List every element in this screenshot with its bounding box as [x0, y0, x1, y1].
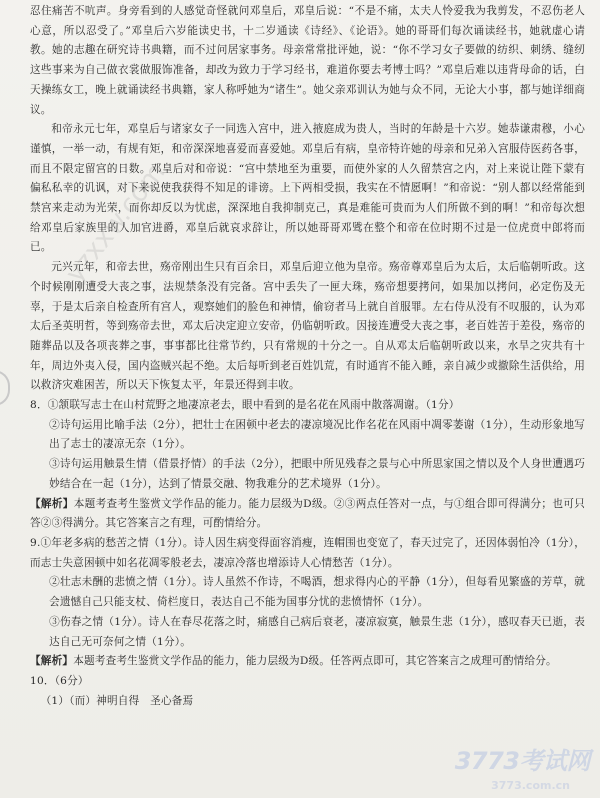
- analysis-text: 本题考查考生鉴赏文学作品的能力。能力层级为D级。②③两点任答对一点，与①组合即可得满分；也可只答②③得满分。其它答案言之有理，可酌情给分。: [30, 497, 586, 530]
- paragraph-6: [30, 495, 585, 534]
- site-logo-url: 3773.com.cn: [491, 779, 570, 792]
- paragraph-7: 9.①年老多病的愁苦之情（1分）。诗人因生病变得面容消瘦，连帽围也变宽了，春天过完了，还因体弱怕冷（1分），而志士失意困顿中如名花凋零般老去，凄凉冷落也增添诗人心情愁苦（1分）。: [30, 536, 585, 569]
- analysis-label: 【解析】: [30, 655, 74, 668]
- document-body: [30, 2, 585, 711]
- analysis-text: 本题考查考生鉴赏文学作品的能力，能力层级为D级。任答两点即可，其它答案言之成理可酌情给分。: [73, 655, 557, 668]
- page-edge-tab: [0, 370, 10, 406]
- paragraph-12: （1）（而）神明自得 圣心备焉: [40, 694, 194, 707]
- paragraph-3: 8．①颔联写志士在山村荒野之地凄凉老去，眼中看到的是名花在风雨中散落凋谢。（1分）: [30, 399, 460, 412]
- paragraph-11: 10．（6分）: [30, 674, 89, 687]
- paragraph-1: 和帝永元七年，邓皇后与诸家女子一同选入宫中，进入掖庭成为贵人，当时的年龄是十六岁。她恭谦肃穆，小心谨慎，一举一动，有规有矩，和帝深深地喜爱而喜爱她。邓皇后有病，皇帝特许她的母亲和兄弟入宫服侍医药各事，而且不限定留宫的日数。邓皇后对和帝说：“宫中禁地至为重要，而使外家的人久留禁宫之内，对上来说让陛下蒙有偏私私幸的讥讽，对下来说使我获得不知足的诽谤。上下两相受损，我实在不情愿啊！”和帝说：“别人都以经常能到禁宫来走动为光荣，而你却反以为忧虑，深深地自我抑制克己，真是难能可贵而为人们所做不到的啊！”和帝每次想给邓皇后家族里的人加官进爵，邓皇后就哀求辞让，所以她哥哥邓骘在整个和帝在位时期不过是一位虎贲中郎将而已。: [30, 123, 585, 254]
- paragraph-10: [30, 652, 585, 672]
- paragraph-8: ②壮志未酬的悲愤之情（1分）。诗人虽然不作诗，不喝酒，想求得内心的平静（1分），但每看见繁盛的芳草，就会遗憾自己只能支杖、倚栏度日，表达自己不能为国事分忧的悲愤情怀（1分）。: [49, 576, 585, 609]
- paragraph-4: ②诗句运用比喻手法（2分），把壮士在困顿中老去的凄凉境况比作名花在风雨中凋零萎谢（1分），生动形象地写出了志士的凄凉无奈（1分）。: [49, 418, 585, 451]
- paragraph-9: ③伤春之情（1分）。诗人在春尽花落之时，痛感自己病后衰老，凄凉寂寞，触景生悲（1分），感叹春天已逝，表达自己无可奈何之情（1分）。: [49, 615, 585, 648]
- paragraph-2: 元兴元年，和帝去世，殇帝刚出生只有百余日，邓皇后迎立他为皇帝。殇帝尊邓皇后为太后，太后临朝听政。这个时候刚刚遭受大丧之事，法规禁条没有完备。宫中丢失了一匣大珠，殇帝想要拷问，如果加以拷问，必定伤及无辜，于是太后亲自检查所有宫人，观察她们的脸色和神情，偷窃者马上就自首服罪。左右侍从没有不叹服的，认为邓太后圣英明哲，等到殇帝去世，邓太后决定迎立安帝，仍临朝听政。因接连遭受大丧之事，老百姓苦于差役，殇帝的随葬品以及各项丧葬之事，事事都比往常节约，只有常规的十分之一。自从邓太后临朝听政以来，水旱之灾共有十年，周边外夷入侵，国内盗贼兴起不绝。太后每听到老百姓饥荒，有时通宵不能入睡，亲自减少或撤除生活供给，用以救济灾难困苦，所以天下恢复太平，年景还得到丰收。: [30, 261, 585, 392]
- paragraph-5: ③诗句运用触景生情（借景抒情）的手法（2分），把眼中所见残春之景与心中所思家国之情以及个人身世遭遇巧妙结合在一起（1分），达到了情景交融、物我难分的艺术境界（1分）。: [49, 458, 585, 490]
- site-logo: 3773考试网: [454, 747, 590, 775]
- analysis-label: 【解析】: [30, 497, 74, 510]
- watermark: yzxxw.com: [60, 157, 172, 289]
- paragraph-0: 忍住痛苦不吭声。身旁看到的人感觉奇怪就问邓皇后，邓皇后说：“不是不痛，太夫人怜爱我为我剪发，不忍伤老人心意，所以忍受了。”邓皇后六岁能读史书，十二岁通读《诗经》、《论语》。她的哥哥们每次诵读经书，她就虚心请教。她的志趣在研究诗书典籍，而不过问居家事务。母亲常常批评她，说：“你不学习女子要做的纺织、刺绣、缝纫这些事来为自己做衣裳做服饰准备，却改为致力于学习经书，难道你要去考博士吗？”邓皇后难以违背母命的话，白天操练女工，晚上就诵读经书典籍，家人称呼她为“诸生”。她父亲邓训认为她与众不同，无论大小事，都与她详细商议。: [30, 5, 585, 116]
